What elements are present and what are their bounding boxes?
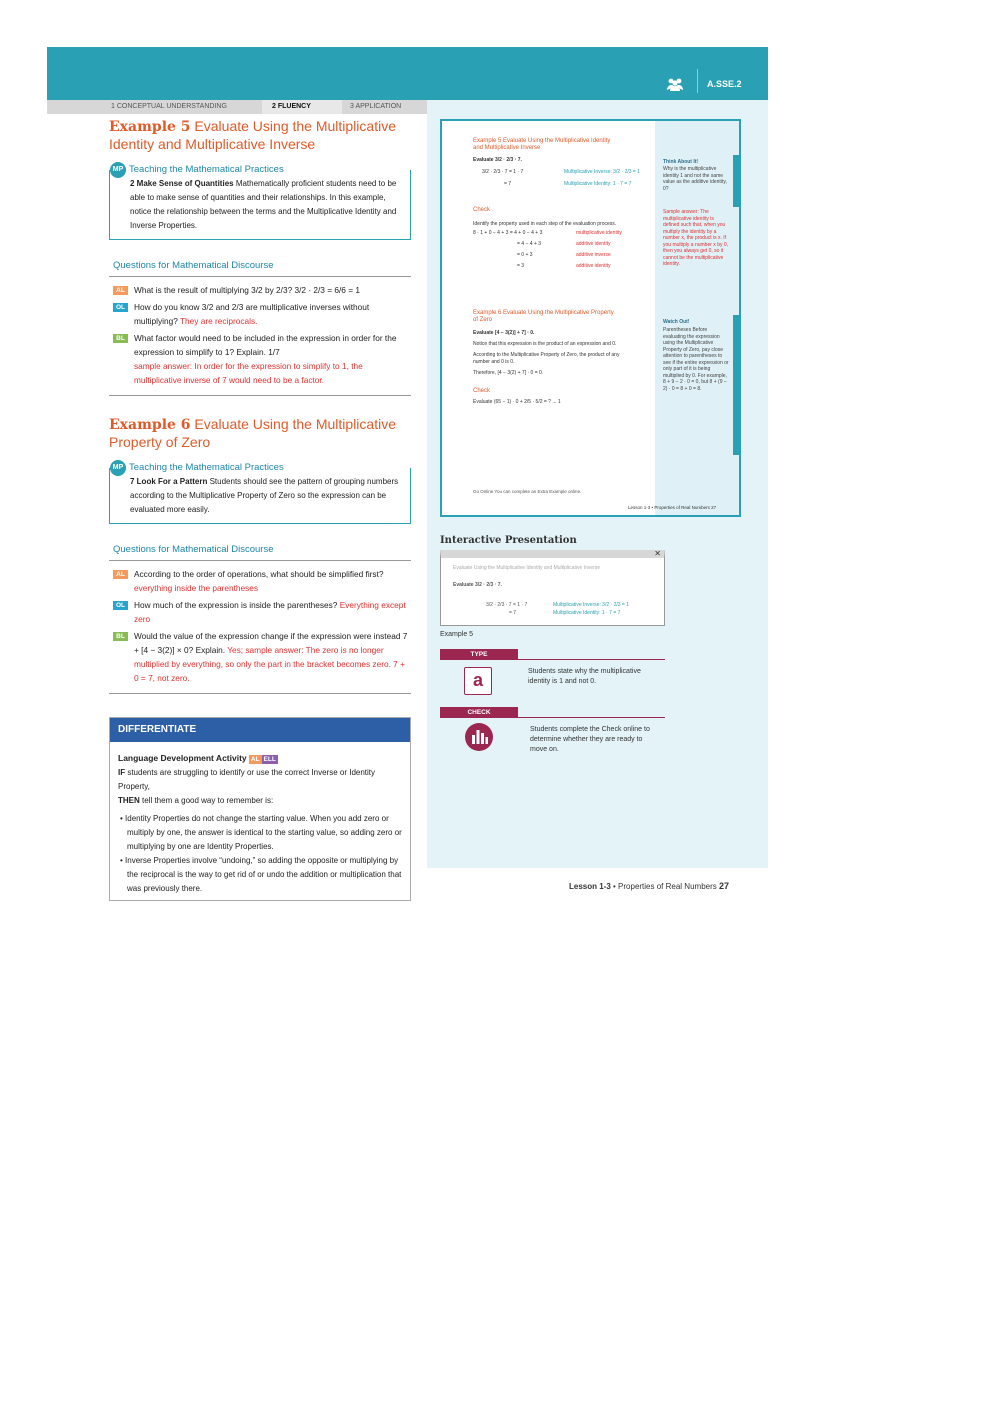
al-tag: AL: [250, 756, 260, 763]
footer-separator: •: [610, 882, 619, 891]
type-description: Students state why the multiplicative identity is 1 and not 0.: [528, 668, 641, 685]
question-al: [109, 567, 411, 595]
tips-list: [118, 812, 402, 896]
mp-box-example-6: [109, 462, 411, 524]
thumb-ex5-step2: = 7: [504, 181, 512, 187]
teacher-notes-column: [109, 118, 411, 901]
al-tag: AL: [113, 286, 128, 295]
thumb-check-step1: 8 · 1 + 0 − 4 + 3 = 4 + 0 − 4 + 3: [473, 230, 543, 236]
ip-frame-step1-note: Multiplicative Inverse: 3/2 · 2/3 = 1: [553, 602, 630, 608]
example-6-title: [109, 416, 411, 452]
then-text: tell them a good way to remember is:: [139, 796, 274, 805]
footer-lesson: Lesson 1-3: [569, 882, 611, 891]
page-number: 27: [719, 881, 730, 891]
mp-body: [130, 177, 400, 233]
mp-text: Students should see the pattern of grouping numbers according to the Multiplicative Property of Zero so the expression can be evaluated more easily.: [130, 477, 399, 514]
question-bl: [109, 331, 411, 387]
if-text: students are struggling to identify or use the correct Inverse or Identity Property,: [118, 768, 376, 791]
answer-text: everything inside the parentheses: [134, 583, 259, 593]
ip-caption: Example 5: [440, 631, 474, 638]
if-label: IF: [118, 768, 126, 777]
thumb-ex6-title-cont: of Zero: [473, 317, 493, 323]
question-text: What is the result of multiplying 3/2 by 2/3? 3/2 · 2/3 = 6/6 = 1: [134, 285, 360, 295]
thumbnail-sidebar: [655, 121, 739, 515]
question-text: What factor would need to be included in the expression in order for the expression to simplify to 1? Explain. 1/7: [134, 333, 397, 357]
thumb-check-text: Evaluate (65 − 1) · 0 + 2/5 · 5/2 = ? ... 1: [473, 399, 561, 405]
close-icon[interactable]: ✕: [654, 549, 661, 558]
think-about-it-text: Why is the multiplicative identity 1 and not the same value as the additive identity, 0?: [663, 166, 727, 192]
thumb-check-step3-note: additive inverse: [576, 252, 611, 258]
thumb-ex5-title: Example 5 Evaluate Using the Multiplicative Identity: [473, 138, 611, 144]
tip-text: Inverse Properties involve “undoing,” so adding the opposite or multiplying by the reciprocal is the way to get rid of or undo the addition or multiplication that was previously there.: [125, 856, 402, 893]
thumb-check-heading: Check: [473, 388, 491, 394]
thumb-check-step2-note: additive identity: [576, 241, 611, 247]
discourse-heading: Questions for Mathematical Discourse: [109, 541, 411, 561]
thumb-ex6-text-2: According to the Multiplicative Property of Zero, the product of any: [473, 352, 620, 358]
ell-tag: ELL: [263, 756, 276, 763]
question-text: How much of the expression is inside the parentheses?: [134, 600, 340, 610]
thumb-check-step1-note: multiplicative identity: [576, 230, 622, 236]
check-description: Students complete the Check online to determine whether they are ready to move on.: [530, 726, 650, 753]
thumb-ex5-title-cont: and Multiplicative Inverse: [473, 145, 541, 151]
mp-heading-text: Teaching the Mathematical Practices: [129, 462, 284, 473]
discourse-questions: [109, 561, 411, 694]
sidebar-accent: [733, 155, 739, 207]
question-body: [134, 300, 411, 328]
question-text: How do you know 3/2 and 2/3 are multiplicative inverses without multiplying?: [134, 302, 370, 326]
type-a-icon: a: [464, 667, 492, 695]
footer-title: Properties of Real Numbers: [618, 882, 717, 891]
ip-frame-step2-note: Multiplicative Identity: 1 · 7 = 7: [553, 610, 621, 616]
question-al: [109, 283, 411, 297]
question-ol: [109, 598, 411, 626]
thumb-check-step3: = 0 + 3: [517, 252, 533, 258]
mp-label: 7 Look For a Pattern: [130, 477, 208, 486]
bl-tag: BL: [113, 632, 128, 641]
ip-frame-step1: 3/2 · 2/3 · 7 = 1 · 7: [486, 602, 528, 608]
page-footer: [569, 881, 729, 891]
mp-label: 2 Make Sense of Quantities: [130, 179, 234, 188]
example-5-label: Example 5: [109, 119, 191, 135]
tab-conceptual-understanding: 1 CONCEPTUAL UNDERSTANDING: [111, 103, 227, 110]
tab-application: 3 APPLICATION: [350, 103, 402, 110]
sidebar-accent: [733, 315, 739, 455]
question-text: Would the value of the expression change if the expression were instead 7 + [4 − 3(2)] × 0? Explain.: [134, 631, 408, 655]
thumb-ex5-step1-note: Multiplicative Inverse: 3/2 · 2/3 = 1: [564, 169, 641, 175]
answer-text: Yes; sample answer: The zero is no longer multiplied by everything, so only the part in the bracket becomes zero. 7 + 0 = 7, not zero.: [134, 645, 405, 683]
understanding-tabs: [47, 100, 427, 114]
think-about-it-answer: Sample answer: The multiplicative identity is defined such that, when you multiply the identity by a number x, the product is x. If you multiply a number x by 0, then you always get 0, so it cannot be the multiplicative identity.: [663, 209, 729, 267]
question-body: [134, 598, 411, 626]
header-divider: [697, 69, 698, 93]
then-label: THEN: [118, 796, 140, 805]
list-item: • Identity Properties do not change the starting value. When you add zero or multiply by one, the answer is identical to the starting value, so adding zero or multiplying by one are Identity Properties.: [120, 814, 402, 851]
think-about-it-heading: Think About It!: [663, 159, 699, 165]
activity-line: [118, 751, 402, 766]
thumb-ex6-title: Example 6 Evaluate Using the Multiplicative Property: [473, 310, 614, 316]
thumb-ex6-text-4: Therefore, [4 − 3(2) + 7] · 0 = 0.: [473, 370, 544, 376]
watch-out-heading: Watch Out!: [663, 319, 690, 325]
answer-text: Everything except zero: [134, 600, 406, 624]
discourse-questions: [109, 277, 411, 396]
thumb-ex6-eval: Evaluate [4 − 3(2)] + 7] · 0.: [473, 330, 535, 336]
thumb-ex6-text-3: number and 0 is 0.: [473, 359, 515, 365]
example-6-heading: Evaluate Using the Multiplicative Property of Zero: [109, 416, 396, 450]
question-body: [134, 629, 411, 685]
ip-frame-step2: = 7: [509, 610, 517, 616]
list-item: • Inverse Properties involve “undoing,” so adding the opposite or multiplying by the reciprocal is the way to get rid of or undo the addition or multiplication that was previously there.: [120, 856, 402, 893]
mp-heading-text: Teaching the Mathematical Practices: [129, 164, 284, 175]
example-5-title: [109, 118, 411, 154]
question-text: According to the order of operations, what should be simplified first?: [134, 569, 384, 579]
tip-text: Identity Properties do not change the starting value. When you add zero or multiply by one, the answer is identical to the starting value, so adding zero or multiplying by one are Identity Properties.: [125, 814, 402, 851]
example-5-heading: Evaluate Using the Multiplicative Identity and Multiplicative Inverse: [109, 118, 396, 152]
differentiate-body: [110, 742, 410, 900]
question-ol: [109, 300, 411, 328]
student-page-thumbnail[interactable]: [440, 119, 741, 517]
thumb-ex6-text-1: Notice that this expression is the product of an expression and 0.: [473, 341, 617, 347]
mp-text: Mathematically proficient students need to be able to make sense of quantities and their relationships. In this example, notice the relationship between the terms and the Multiplicative Identity and Inverse Properties.: [130, 179, 397, 230]
mp-body: [130, 475, 400, 517]
thumb-ex5-step1: 3/2 · 2/3 · 7 = 1 · 7: [482, 169, 524, 175]
thumb-ex5-eval: Evaluate 3/2 · 2/3 · 7.: [473, 157, 522, 163]
question-body: [134, 331, 411, 387]
answer-text: They are reciprocals.: [179, 316, 258, 326]
activity-title: Language Development Activity: [118, 753, 247, 763]
mp-box-example-5: [109, 164, 411, 240]
standard-code: A.SSE.2: [707, 79, 742, 89]
header-bar: [47, 47, 768, 100]
thumb-check-text: Identify the property used in each step of the evaluation process.: [473, 221, 617, 227]
mp-badge-icon: MP: [110, 460, 126, 476]
question-body: [134, 567, 411, 595]
example-6-label: Example 6: [109, 417, 191, 433]
if-line: [118, 766, 402, 794]
mp-badge-icon: MP: [110, 162, 126, 178]
differentiate-box: [109, 717, 411, 901]
thumb-footer: Lesson 1-3 • Properties of Real Numbers 27: [628, 505, 717, 510]
check-label: CHECK: [440, 707, 518, 718]
tab-fluency: 2 FLUENCY: [262, 100, 342, 114]
differentiate-heading: DIFFERENTIATE: [110, 718, 410, 742]
question-bl: [109, 629, 411, 685]
group-icon: [667, 77, 683, 91]
watch-out-text: Parentheses Before evaluating the expression using the Multiplicative Property of Zero, pay close attention to parentheses to see if the entire expression or only part of it is being multiplied by 0. For example, 8 + 9 − 2 · 0 = 0, but 8 + (9 − 2) · 0 = 8 + 0 = 8.: [663, 327, 729, 392]
type-label: TYPE: [440, 649, 518, 660]
thumb-ex5-step2-note: Multiplicative Identity: 1 · 7 = 7: [564, 181, 632, 187]
discourse-heading: Questions for Mathematical Discourse: [109, 257, 411, 277]
mp-heading: [110, 460, 290, 476]
thumb-check-step4-note: additive identity: [576, 263, 611, 269]
mp-heading: [110, 162, 290, 178]
bl-tag: BL: [113, 334, 128, 343]
thumb-check-step2: = 4 − 4 + 3: [517, 241, 542, 247]
answer-text: sample answer: In order for the expression to simplify to 1, the multiplicative inverse of 7 would need to be a factor.: [134, 361, 363, 385]
ol-tag: OL: [113, 601, 128, 610]
interactive-presentation-title: Interactive Presentation: [440, 535, 577, 546]
thumb-go-online: Go Online You can complete an Extra Example online.: [473, 489, 582, 494]
ol-tag: OL: [113, 303, 128, 312]
bar-chart-icon: [465, 723, 493, 751]
then-line: [118, 794, 402, 808]
thumb-check-heading: Check: [473, 207, 491, 213]
al-tag: AL: [113, 570, 128, 579]
ip-frame-title: Evaluate Using the Multiplicative Identity and Multiplicative Inverse: [453, 565, 601, 571]
thumb-check-step4: = 3: [517, 263, 525, 269]
interactive-presentation-frame[interactable]: [440, 550, 665, 626]
ip-frame-eval: Evaluate 3/2 · 2/3 · 7.: [453, 582, 502, 588]
